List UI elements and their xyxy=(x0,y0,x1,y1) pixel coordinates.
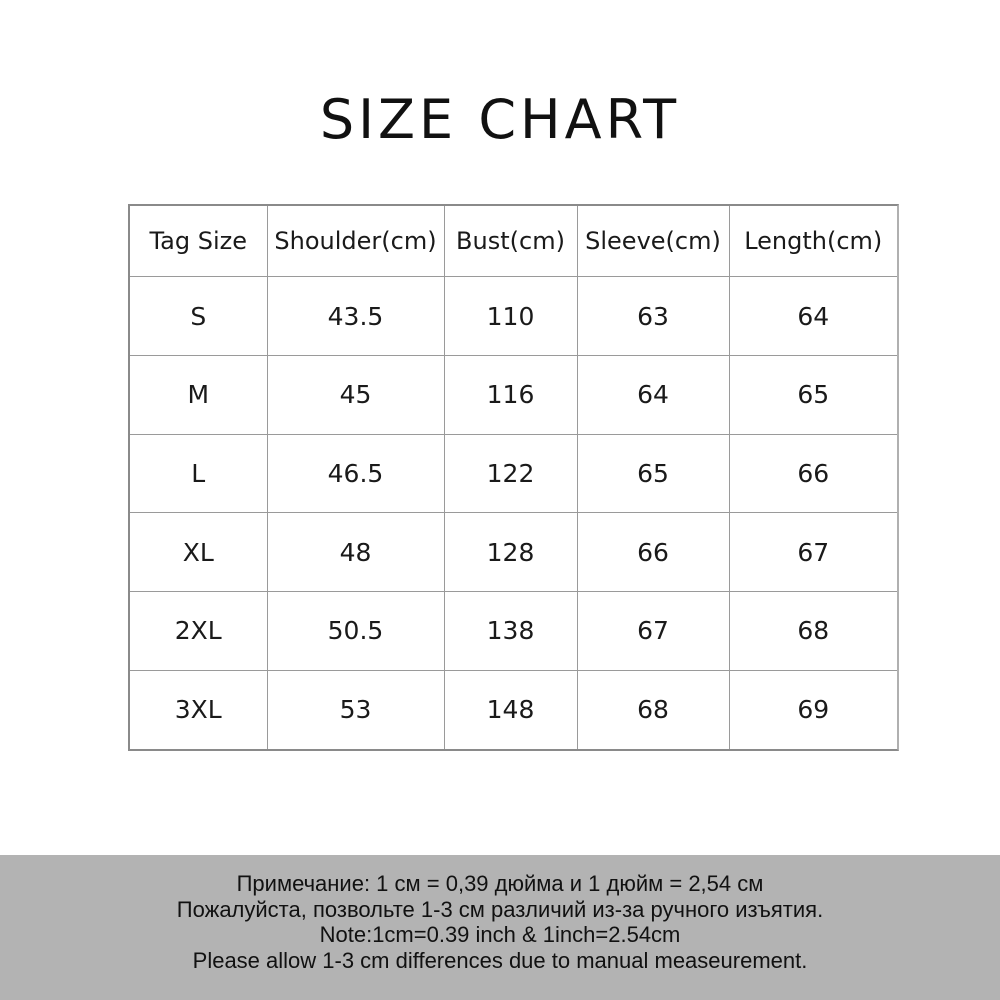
table-row xyxy=(130,355,897,434)
cell-sleeve: 64 xyxy=(577,355,729,434)
cell-bust: 128 xyxy=(444,513,577,592)
cell-length: 66 xyxy=(729,434,897,513)
cell-sleeve: 65 xyxy=(577,434,729,513)
table-header-row xyxy=(130,206,897,277)
table-row xyxy=(130,592,897,671)
notes-band xyxy=(0,855,1000,1000)
cell-shoulder: 53 xyxy=(267,670,444,749)
cell-tag-size: M xyxy=(130,355,267,434)
page-title: SIZE CHART xyxy=(319,88,681,151)
cell-tag-size: L xyxy=(130,434,267,513)
note-line-english-conversion: Note:1cm=0.39 inch & 1inch=2.54cm xyxy=(319,922,681,947)
table-row xyxy=(130,434,897,513)
notes-text xyxy=(0,871,1000,973)
cell-shoulder: 48 xyxy=(267,513,444,592)
cell-length: 67 xyxy=(729,513,897,592)
header-length: Length(cm) xyxy=(729,206,897,277)
table-row xyxy=(130,277,897,356)
header-tag-size: Tag Size xyxy=(130,206,267,277)
cell-shoulder: 43.5 xyxy=(267,277,444,356)
cell-shoulder: 45 xyxy=(267,355,444,434)
cell-bust: 138 xyxy=(444,592,577,671)
size-chart-table xyxy=(128,204,899,751)
table-row xyxy=(130,513,897,592)
cell-length: 65 xyxy=(729,355,897,434)
cell-sleeve: 67 xyxy=(577,592,729,671)
cell-bust: 148 xyxy=(444,670,577,749)
header-bust: Bust(cm) xyxy=(444,206,577,277)
cell-length: 68 xyxy=(729,592,897,671)
cell-bust: 122 xyxy=(444,434,577,513)
note-line-russian-allowance: Пожалуйста, позвольте 1-3 см различий из-за ручного изъятия. xyxy=(176,896,824,922)
cell-tag-size: 2XL xyxy=(130,592,267,671)
cell-sleeve: 68 xyxy=(577,670,729,749)
cell-tag-size: XL xyxy=(130,513,267,592)
cell-shoulder: 50.5 xyxy=(267,592,444,671)
cell-sleeve: 63 xyxy=(577,277,729,356)
cell-length: 64 xyxy=(729,277,897,356)
cell-shoulder: 46.5 xyxy=(267,434,444,513)
note-line-russian-conversion: Примечание: 1 см = 0,39 дюйма и 1 дюйм = 2,54 см xyxy=(236,871,764,896)
cell-tag-size: 3XL xyxy=(130,670,267,749)
header-shoulder: Shoulder(cm) xyxy=(267,206,444,277)
cell-sleeve: 66 xyxy=(577,513,729,592)
header-sleeve: Sleeve(cm) xyxy=(577,206,729,277)
note-line-english-allowance: Please allow 1-3 cm differences due to manual measeurement. xyxy=(192,947,808,973)
cell-tag-size: S xyxy=(130,277,267,356)
cell-bust: 110 xyxy=(444,277,577,356)
table-row xyxy=(130,670,897,749)
cell-length: 69 xyxy=(729,670,897,749)
cell-bust: 116 xyxy=(444,355,577,434)
